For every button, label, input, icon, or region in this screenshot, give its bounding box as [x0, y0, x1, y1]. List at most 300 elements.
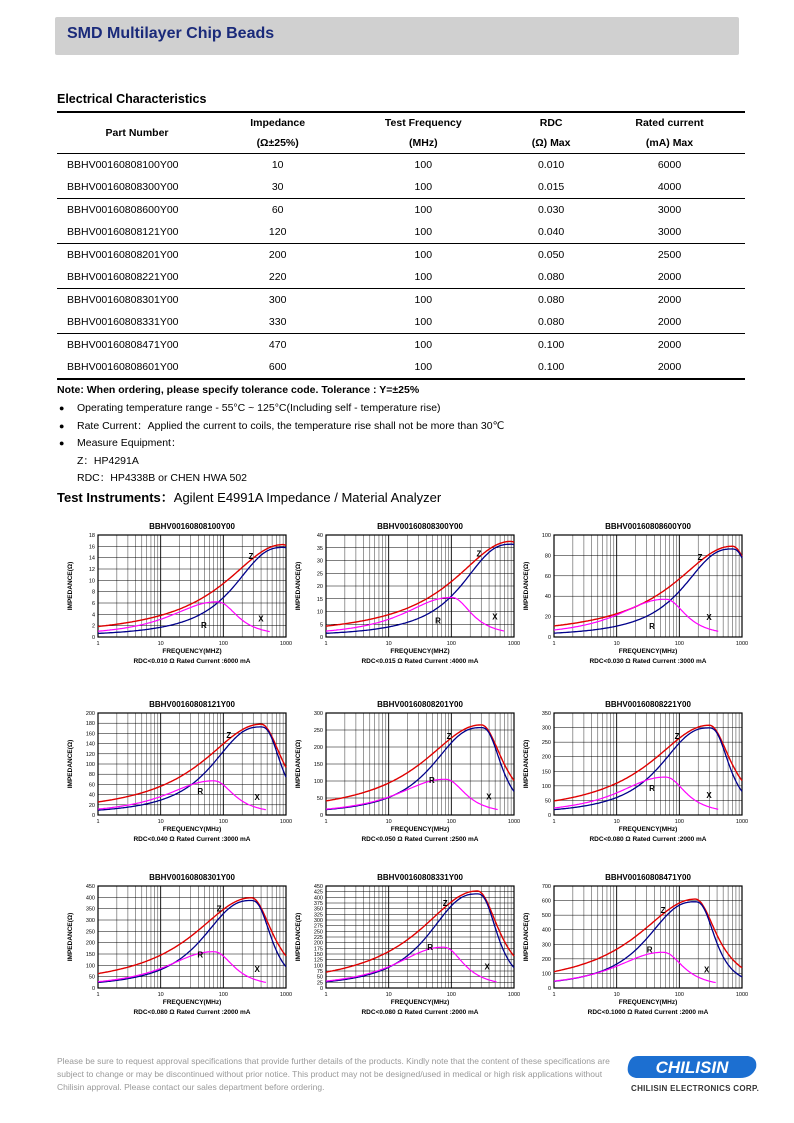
current-cell: 2000	[594, 311, 745, 334]
bullet-icon: ●	[59, 420, 65, 431]
y-tick-label: 15	[316, 596, 323, 603]
y-tick-label: 18	[88, 533, 95, 539]
chart-title: BBHV00160808301Y00	[149, 873, 235, 882]
y-tick-label: 500	[541, 913, 551, 920]
x-axis-label: FREQUENCY(MHz)	[618, 826, 678, 833]
impedance-chart	[290, 519, 520, 694]
frequency-cell: 100	[414, 294, 433, 306]
series-z-line	[326, 541, 514, 626]
y-tick-label: 35	[316, 545, 323, 552]
y-axis-label: IMPEDANCE(Ω)	[295, 561, 302, 611]
notes	[57, 384, 504, 488]
y-tick-label: 600	[541, 898, 551, 905]
test-instruments	[57, 487, 441, 506]
part-number-cell: BBHV00160808100Y00	[67, 159, 179, 171]
header-test-frequency-unit: (MHz)	[409, 137, 438, 149]
x-tick-label: 10	[613, 819, 620, 825]
chart-svg	[290, 870, 520, 1035]
x-tick-label: 10	[157, 992, 164, 998]
x-axis-label: FREQUENCY(MHz)	[618, 648, 678, 655]
current-cell: 2500	[657, 249, 682, 261]
table-row	[57, 334, 745, 357]
y-tick-label: 14	[88, 555, 95, 562]
y-tick-label: 150	[541, 769, 551, 776]
test-instruments-value: Agilent E4991A Impedance / Material Analyzer	[173, 490, 442, 505]
impedance-cell: 60	[271, 204, 284, 216]
part-number-cell: BBHV00160808300Y00	[57, 176, 217, 199]
chart-svg	[62, 697, 292, 862]
series-z-line	[554, 546, 742, 626]
x-tick-label: 10	[157, 819, 164, 825]
part-number-cell: BBHV00160808121Y00	[57, 221, 217, 244]
y-tick-label: 75	[316, 969, 323, 975]
y-axis-label: IMPEDANCE(Ω)	[67, 739, 74, 789]
y-tick-label: 300	[313, 918, 323, 924]
y-tick-label: 150	[313, 952, 323, 958]
y-tick-label: 125	[313, 957, 323, 964]
impedance-cell: 200	[268, 249, 287, 261]
header-rdc-unit: (Ω) Max	[531, 137, 571, 149]
y-tick-label: 100	[313, 779, 323, 785]
impedance-cell: 10	[271, 159, 284, 171]
logo-caption: CHILISIN ELECTRONICS CORP.	[631, 1084, 760, 1093]
x-tick-label: 1000	[735, 819, 748, 825]
series-x-line	[554, 777, 718, 809]
y-axis-label: IMPEDANCE(Ω)	[523, 561, 530, 611]
series-z-line	[554, 725, 742, 801]
x-tick-label: 1	[96, 992, 100, 998]
header-impedance-unit: (Ω±25%)	[256, 137, 299, 149]
impedance-chart	[62, 870, 292, 1045]
series-r-label: R	[649, 621, 655, 631]
frequency-cell: 100	[338, 221, 508, 244]
frequency-cell: 100	[338, 266, 508, 289]
x-tick-label: 1000	[507, 819, 520, 825]
x-axis-label: FREQUENCY(MHz)	[390, 999, 450, 1006]
series-x-label: X	[258, 614, 264, 624]
series-r-label: R	[197, 950, 204, 960]
series-z-line	[98, 898, 286, 974]
table-row	[57, 244, 745, 267]
series-x-line	[326, 598, 504, 632]
y-tick-label: 200	[85, 711, 95, 717]
header-rdc: RDC	[539, 117, 563, 129]
series-r-label: R	[200, 621, 207, 631]
x-tick-label: 100	[218, 992, 228, 998]
series-x-line	[98, 781, 266, 810]
chart-title: BBHV00160808331Y00	[377, 873, 463, 882]
y-tick-label: 450	[85, 884, 95, 890]
y-tick-label: 350	[85, 906, 95, 913]
rdc-cell: 0.100	[508, 356, 594, 379]
x-tick-label: 100	[674, 641, 684, 647]
chart-caption: RDC<0.040 Ω Rated Current :3000 mA	[133, 836, 251, 843]
y-tick-label: 8	[91, 589, 95, 596]
header-part-number: Part Number	[105, 127, 169, 139]
chart-title: BBHV00160808471Y00	[605, 873, 691, 882]
series-r-label: R	[435, 616, 441, 626]
series-r-line	[326, 544, 514, 633]
y-tick-label: 350	[541, 711, 551, 717]
series-r-label: R	[427, 942, 434, 952]
x-tick-label: 100	[446, 819, 456, 825]
series-x-line	[554, 952, 716, 982]
note-z-equipment: Z：HP4291A	[77, 454, 139, 467]
y-tick-label: 10	[88, 578, 95, 585]
current-cell: 3000	[657, 204, 682, 216]
y-tick-label: 150	[313, 762, 323, 768]
series-z-label: Z	[674, 732, 680, 742]
x-tick-label: 10	[385, 819, 392, 825]
series-z-label: Z	[660, 905, 666, 915]
chart-caption: RDC<0.080 Ω Rated Current :2000 mA	[133, 1009, 251, 1016]
series-z-label: Z	[216, 904, 222, 914]
series-r-line	[554, 902, 742, 982]
current-cell: 4000	[594, 176, 745, 199]
x-tick-label: 100	[446, 992, 456, 998]
series-x-label: X	[254, 965, 260, 975]
impedance-chart	[290, 870, 520, 1045]
y-tick-label: 120	[85, 751, 95, 758]
x-tick-label: 10	[613, 992, 620, 998]
y-tick-label: 250	[313, 929, 323, 936]
y-tick-label: 250	[541, 740, 551, 747]
chart-svg	[518, 697, 748, 862]
table-row	[57, 356, 745, 379]
y-tick-label: 60	[544, 573, 551, 580]
rdc-cell: 0.100	[537, 339, 565, 351]
y-tick-label: 0	[547, 986, 551, 992]
y-tick-label: 5	[319, 622, 323, 629]
x-tick-label: 10	[157, 641, 164, 647]
current-cell: 3000	[594, 221, 745, 244]
chart-svg	[518, 870, 748, 1035]
frequency-cell: 100	[338, 311, 508, 334]
series-r-label: R	[646, 945, 653, 955]
y-tick-label: 25	[316, 571, 323, 578]
x-tick-label: 10	[385, 992, 392, 998]
y-axis-label: IMPEDANCE(Ω)	[523, 912, 530, 962]
note-rdc-equipment: RDC：HP4338B or CHEN HWA 502	[77, 472, 247, 484]
x-tick-label: 1	[324, 992, 328, 998]
x-tick-label: 1000	[735, 992, 748, 998]
y-tick-label: 0	[319, 986, 323, 992]
part-number-cell: BBHV00160808600Y00	[67, 204, 179, 216]
y-tick-label: 100	[85, 762, 95, 768]
y-tick-label: 140	[85, 741, 95, 748]
y-tick-label: 100	[541, 533, 551, 539]
y-tick-label: 80	[88, 772, 95, 779]
frequency-cell: 100	[414, 204, 433, 216]
x-tick-label: 100	[218, 641, 228, 647]
table-row	[57, 311, 745, 334]
chart-svg	[290, 519, 520, 684]
impedance-chart	[518, 697, 748, 872]
chart-title: BBHV00160808201Y00	[377, 700, 463, 709]
y-tick-label: 180	[85, 721, 95, 728]
part-number-cell: BBHV00160808201Y00	[67, 249, 179, 261]
header-rated-current-unit: (mA) Max	[645, 137, 694, 149]
header-rated-current: Rated current	[635, 117, 704, 129]
chart-title: BBHV00160808600Y00	[605, 522, 691, 531]
y-tick-label: 300	[313, 711, 323, 717]
rdc-cell: 0.010	[537, 159, 565, 171]
impedance-cell: 470	[268, 339, 287, 351]
table-row	[57, 221, 745, 244]
y-tick-label: 80	[544, 553, 551, 560]
test-instruments-label: Test Instruments：	[57, 490, 174, 505]
current-cell: 2000	[594, 356, 745, 379]
series-r-label: R	[649, 783, 655, 793]
rdc-cell: 0.080	[537, 294, 565, 306]
x-axis-label: FREQUENCY(MHZ)	[390, 648, 450, 655]
chart-svg	[518, 519, 748, 684]
x-tick-label: 100	[674, 819, 684, 825]
chart-svg	[62, 519, 292, 684]
y-tick-label: 2	[91, 623, 95, 630]
x-axis-label: FREQUENCY(MHz)	[618, 999, 678, 1006]
y-tick-label: 0	[319, 813, 323, 819]
chart-caption: RDC<0.010 Ω Rated Current :6000 mA	[133, 658, 251, 665]
y-tick-label: 0	[319, 635, 323, 641]
series-z-label: Z	[226, 731, 232, 741]
y-tick-label: 0	[91, 635, 95, 641]
page-title: SMD Multilayer Chip Beads	[67, 25, 275, 42]
chart-caption: RDC<0.080 Ω Rated Current :2000 mA	[361, 1009, 479, 1016]
impedance-chart	[518, 870, 748, 1045]
impedance-cell: 300	[268, 294, 287, 306]
series-z-line	[326, 725, 514, 801]
rdc-cell: 0.040	[508, 221, 594, 244]
frequency-cell: 100	[414, 339, 433, 351]
series-x-label: X	[706, 613, 712, 623]
impedance-cell: 220	[217, 266, 338, 289]
y-tick-label: 400	[541, 927, 551, 934]
chart-caption: RDC<0.050 Ω Rated Current :2500 mA	[361, 836, 479, 843]
y-tick-label: 100	[85, 963, 95, 970]
header-impedance: Impedance	[250, 117, 306, 129]
chart-caption: RDC<0.1000 Ω Rated Current :2000 mA	[587, 1009, 709, 1016]
y-tick-label: 200	[541, 956, 551, 963]
header-bar	[55, 17, 739, 55]
y-axis-label: IMPEDANCE(Ω)	[295, 739, 302, 789]
rdc-cell: 0.080	[508, 266, 594, 289]
y-tick-label: 275	[313, 923, 323, 930]
y-tick-label: 100	[541, 971, 551, 978]
y-tick-label: 30	[316, 558, 323, 565]
rdc-cell: 0.050	[537, 249, 565, 261]
y-tick-label: 50	[316, 974, 323, 981]
y-tick-label: 20	[88, 802, 95, 809]
series-r-label: R	[428, 775, 435, 785]
series-x-label: X	[486, 792, 492, 802]
y-tick-label: 300	[541, 942, 551, 949]
y-tick-label: 40	[544, 594, 551, 601]
x-tick-label: 1	[552, 992, 556, 998]
bullet-icon: ●	[59, 438, 65, 448]
impedance-cell: 120	[217, 221, 338, 244]
y-tick-label: 20	[544, 614, 551, 621]
y-tick-label: 250	[313, 728, 323, 734]
y-tick-label: 20	[316, 584, 323, 590]
y-tick-label: 16	[88, 544, 95, 551]
y-tick-label: 40	[316, 533, 323, 539]
x-tick-label: 1	[96, 819, 100, 825]
chart-svg	[290, 697, 520, 862]
y-tick-label: 0	[547, 635, 551, 641]
x-axis-label: FREQUENCY(MHz)	[162, 999, 222, 1006]
frequency-cell: 100	[338, 356, 508, 379]
y-tick-label: 4	[91, 612, 95, 619]
chart-title: BBHV00160808221Y00	[605, 700, 691, 709]
y-tick-label: 225	[313, 935, 323, 941]
y-tick-label: 0	[91, 986, 95, 992]
y-tick-label: 300	[541, 725, 551, 732]
y-tick-label: 0	[547, 813, 551, 819]
electrical-characteristics-table	[57, 111, 745, 380]
series-z-label: Z	[248, 551, 254, 561]
series-z-line	[98, 724, 286, 802]
y-tick-label: 200	[313, 745, 323, 751]
rdc-cell: 0.015	[508, 176, 594, 199]
y-tick-label: 160	[85, 731, 95, 738]
impedance-chart	[290, 697, 520, 872]
series-x-label: X	[484, 962, 490, 972]
y-tick-label: 0	[91, 813, 95, 819]
impedance-cell: 330	[217, 311, 338, 334]
y-tick-label: 300	[85, 918, 95, 924]
ordering-note: Note: When ordering, please specify tolerance code. Tolerance : Y=±25%	[57, 384, 420, 396]
bullet-icon: ●	[59, 403, 65, 413]
series-z-label: Z	[442, 899, 448, 909]
impedance-cell: 600	[217, 356, 338, 379]
table-row	[57, 176, 745, 199]
x-tick-label: 1	[552, 641, 556, 647]
x-tick-label: 1000	[507, 641, 520, 647]
series-x-line	[98, 602, 270, 632]
frequency-cell: 100	[338, 176, 508, 199]
part-number-cell: BBHV00160808221Y00	[57, 266, 217, 289]
table-row	[57, 199, 745, 222]
x-tick-label: 1	[552, 819, 556, 825]
chart-title: BBHV00160808100Y00	[149, 522, 235, 531]
y-tick-label: 325	[313, 912, 323, 919]
y-tick-label: 450	[313, 884, 323, 890]
y-tick-label: 50	[316, 796, 323, 802]
series-x-line	[554, 599, 718, 631]
series-x-label: X	[492, 612, 498, 622]
table-row	[57, 266, 745, 289]
y-tick-label: 200	[313, 940, 323, 947]
x-axis-label: FREQUENCY(MHZ)	[162, 648, 222, 655]
chart-caption: RDC<0.080 Ω Rated Current :2000 mA	[589, 836, 707, 843]
rdc-cell: 0.080	[508, 311, 594, 334]
table-row	[57, 289, 745, 312]
note-rate-current: ● Rate Current：Applied the current to coils, the temperature rise shall not be more than 30℃	[57, 418, 504, 436]
impedance-chart	[518, 519, 748, 694]
series-x-line	[98, 952, 266, 983]
series-z-label: Z	[476, 549, 482, 559]
series-r-line	[554, 549, 742, 633]
series-z-label: Z	[697, 553, 703, 563]
x-tick-label: 1000	[279, 819, 292, 825]
y-tick-label: 12	[88, 567, 95, 573]
y-tick-label: 150	[85, 952, 95, 958]
y-tick-label: 175	[313, 946, 323, 953]
table-row	[57, 154, 745, 177]
x-tick-label: 1000	[279, 641, 292, 647]
x-tick-label: 1	[324, 819, 328, 825]
series-x-label: X	[254, 793, 260, 803]
y-axis-label: IMPEDANCE(Ω)	[295, 912, 302, 962]
series-x-label: X	[706, 791, 712, 801]
y-axis-label: IMPEDANCE(Ω)	[67, 561, 74, 611]
x-tick-label: 1000	[279, 992, 292, 998]
x-tick-label: 1	[96, 641, 100, 647]
x-tick-label: 100	[446, 641, 456, 647]
y-tick-label: 100	[313, 963, 323, 970]
y-tick-label: 350	[313, 906, 323, 913]
logo-text: CHILISIN	[655, 1058, 729, 1077]
impedance-cell: 30	[217, 176, 338, 199]
y-tick-label: 100	[541, 783, 551, 790]
y-tick-label: 50	[88, 974, 95, 981]
series-x-label: X	[703, 965, 710, 975]
note-temperature: ● Operating temperature range - 55°C ~ 125°C(Including self - temperature rise)	[57, 400, 504, 418]
chart-caption: RDC<0.030 Ω Rated Current :3000 mA	[589, 658, 707, 665]
current-cell: 2000	[594, 266, 745, 289]
y-tick-label: 50	[544, 798, 551, 805]
frequency-cell: 100	[414, 159, 433, 171]
current-cell: 2000	[657, 294, 682, 306]
series-r-label: R	[197, 786, 204, 796]
header-test-frequency: Test Frequency	[384, 117, 462, 129]
impedance-chart	[62, 519, 292, 694]
footer-disclaimer: Please be sure to request approval specifications that provide further details of the products. Kindly note that the content of these specifications are subject to change or may be discontinued without prior notice. This product may not be designed/used in medical or high risk applications without Chilisin approval. Please contact our sales department before ordering.	[57, 1056, 610, 1092]
rdc-cell: 0.030	[537, 204, 565, 216]
part-number-cell: BBHV00160808471Y00	[67, 339, 179, 351]
chart-title: BBHV00160808121Y00	[149, 700, 235, 709]
y-tick-label: 10	[316, 609, 323, 616]
x-axis-label: FREQUENCY(MHz)	[162, 826, 222, 833]
x-tick-label: 100	[218, 819, 228, 825]
y-tick-label: 425	[313, 889, 323, 896]
x-tick-label: 100	[674, 992, 684, 998]
current-cell: 6000	[657, 159, 682, 171]
table-body	[57, 154, 745, 380]
chart-svg	[62, 870, 292, 1035]
y-tick-label: 40	[88, 792, 95, 799]
series-r-line	[554, 728, 742, 810]
x-tick-label: 1000	[507, 992, 520, 998]
y-tick-label: 375	[313, 901, 323, 907]
part-number-cell: BBHV00160808301Y00	[67, 294, 179, 306]
chart-title: BBHV00160808300Y00	[377, 522, 463, 531]
y-tick-label: 6	[91, 601, 95, 607]
part-number-cell: BBHV00160808601Y00	[57, 356, 217, 379]
y-tick-label: 60	[88, 782, 95, 789]
x-tick-label: 10	[613, 641, 620, 647]
y-tick-label: 700	[541, 884, 551, 890]
x-tick-label: 10	[385, 641, 392, 647]
y-tick-label: 200	[85, 940, 95, 947]
y-tick-label: 25	[316, 980, 323, 987]
y-tick-label: 200	[541, 754, 551, 761]
x-axis-label: FREQUENCY(MHz)	[390, 826, 450, 833]
chart-caption: RDC<0.015 Ω Rated Current :4000 mA	[361, 658, 479, 665]
note-measure-equipment: ● Measure Equipment：	[57, 435, 504, 453]
series-z-label: Z	[446, 731, 452, 741]
